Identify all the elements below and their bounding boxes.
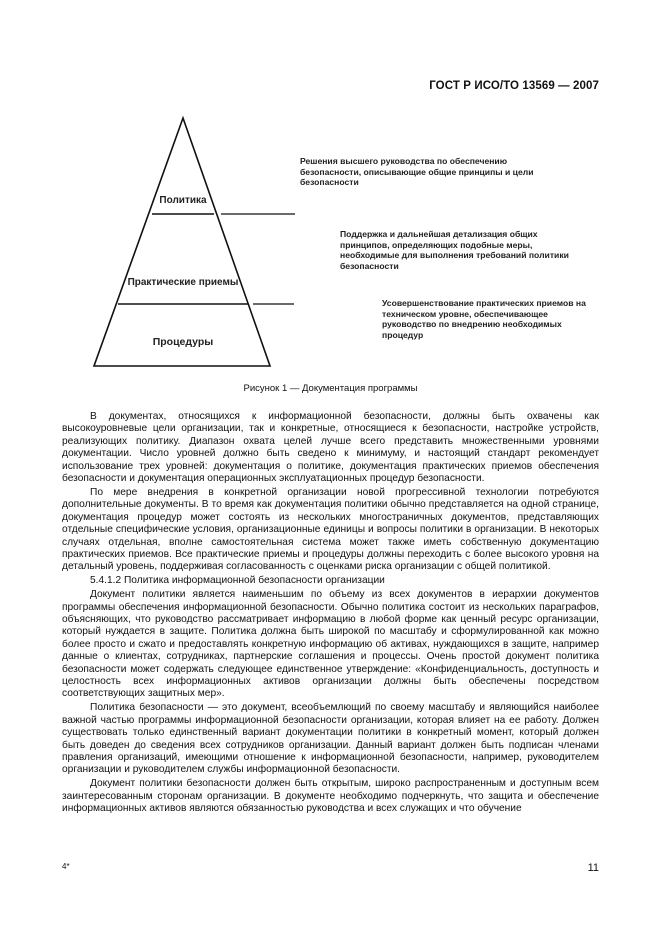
page-number: 11 [587,862,599,874]
annotation-procedures: Усовершенствование практических приемов на техническом уровне, обеспечивающее руководство по внедрению необходимых процедур [382,298,586,340]
paragraph: В документах, относящихся к информационной безопасности, должны быть охвачены как высокоуровневые цели организации, так и конкретные, относящиеся к безопасности, настройке устройств, реализующих политику. Диапазон охвата целей лучше всего представить множественными уровнями документации. Число уровней должно быть сведено к минимуму, и настоящий стандарт рекомендует использование трех уровней: документация о политике, документация практических приемов обеспечения безопасности и документация операционных эксплуатационных процедур безопасности. [62,411,599,485]
body-text [62,411,599,817]
level-label-policy: Политика [159,195,207,206]
paragraph: По мере внедрения в конкретной организации новой прогрессивной технологии потребуются дополнительные документы. В то время как документация политики обычно представляется на одной странице, документация процедур может состоять из нескольких многостраничных документов, представляющих отдельные специфические условия, организационные единицы и вопросы политики в организации. В некоторых случаях отдельная, вполне самостоятельная система может также иметь собственную документацию практических приемов. Все практические приемы и процедуры должны переходить с более высокого уровня на детальный уровень, поддерживая согласованность с оценками риска организации с общей политикой. [62,486,599,573]
figure-caption: Рисунок 1 — Документация программы [243,383,418,394]
page-header: ГОСТ Р ИСО/ТО 13569 — 2007 [429,80,599,92]
pyramid-outline [94,118,270,366]
footer-mark: 4* [62,862,70,871]
paragraph: Документ политики является наименьшим по объему из всех документов в иерархии документов программы обеспечения информационной безопасности. Обычно политика состоит из нескольких параграфов, объясняющих, что руководство рассматривает информацию в любой форме как ценный ресурс организации, который нуждается в защите. Политика должна быть широкой по масштабу и сформулированной как можно более просто и сжато и предоставлять конкретную информацию об активах, нуждающихся в защите, например данные о клиентах, сотрудниках, партнерские соглашения и процессы. Очень простой документ политика безопасности может содержать следующее единственное утверждение: «Конфиденциальность, доступность и целостность всех информационных активов организации должны быть обеспечены посредством соответствующих защитных мер». [62,589,599,700]
level-label-practices: Практические приемы [127,277,239,288]
annotation-policy: Решения высшего руководства по обеспечению безопасности, описывающие общие принципы и цели безопасности [300,156,534,187]
section-heading: 5.4.1.2 Политика информационной безопасности организации [90,575,385,587]
annotation-practices: Поддержка и дальнейшая детализация общих принципов, определяющих подобные меры, необходимые для выполнения требований политики безопасности [340,229,569,271]
level-label-procedures: Процедуры [152,336,214,348]
paragraph: Политика безопасности — это документ, всеобъемлющий по своему масштабу и являющийся наиболее важной частью программы информационной безопасности организации, которая влияет на ее работу. Должен существовать только единственный вариант документации политики в конкретный момент, который должен быть доведен до сведения всех сотрудников организации. Данный вариант должен быть подписан членами правления организаций, имеющими отношение к информационной безопасности, например, руководителем организации и руководителем службы информационной безопасности. [62,702,599,776]
paragraph: Документ политики безопасности должен быть открытым, широко распространенным и доступным всем заинтересованным сторонам организации. В документе необходимо подчеркнуть, что защита и обеспечение информационных активов являются обязанностью руководства и всех служащих и что обучение [62,778,599,815]
